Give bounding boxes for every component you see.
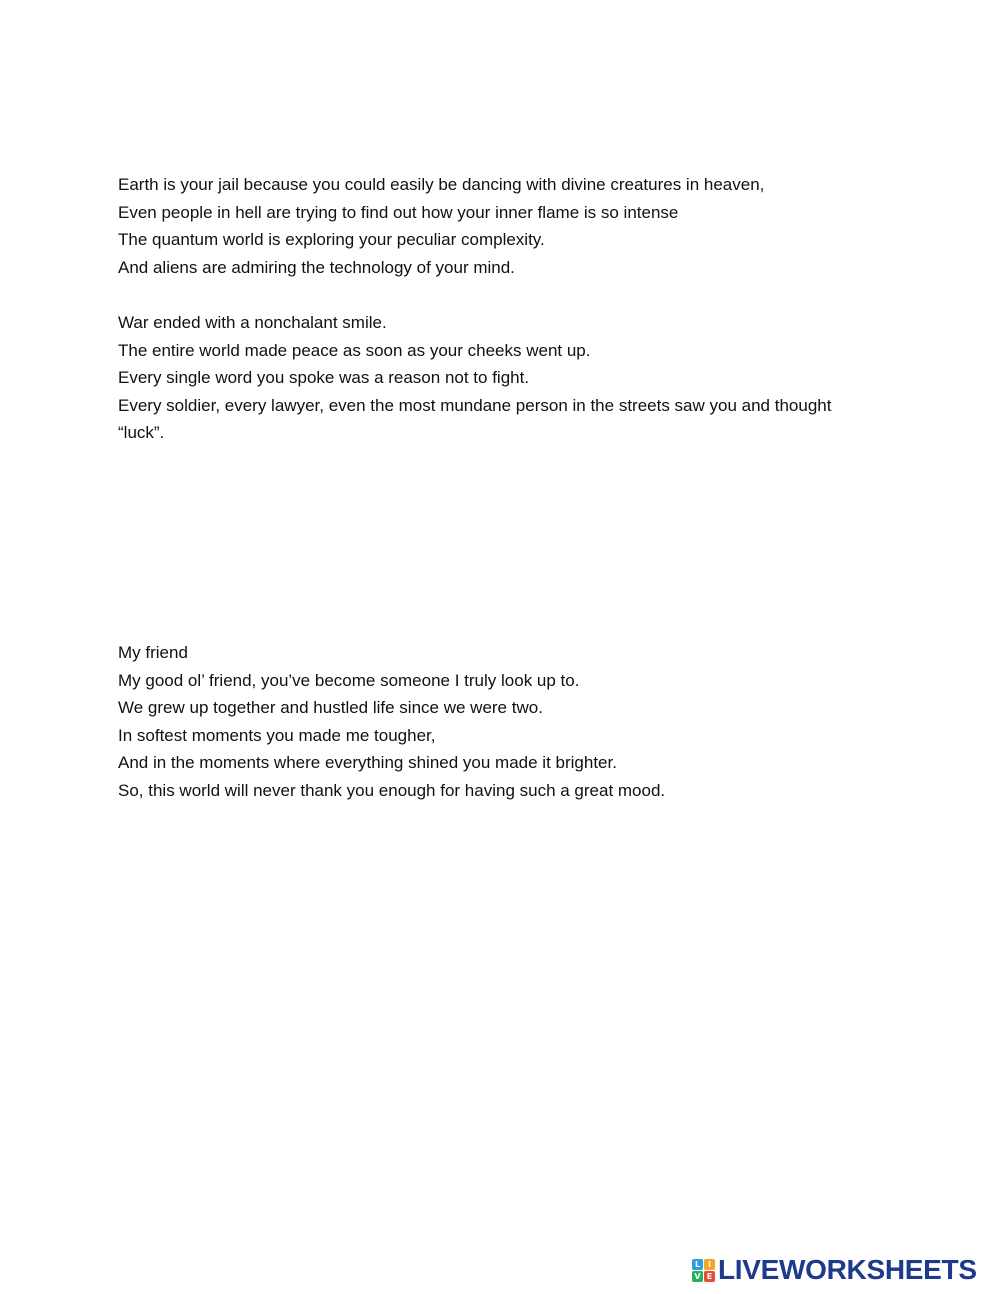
poem-line: War ended with a nonchalant smile. [118,313,387,332]
logo-cell: E [704,1271,715,1282]
poem-line: My good ol’ friend, you’ve become someone I truly look up to. [118,670,580,690]
poem-line: The entire world made peace as soon as your cheeks went up. [118,340,591,360]
logo-cell: I [704,1259,715,1270]
brand-name: LIVEWORKSHEETS [718,1254,977,1285]
liveworksheets-logo[interactable] [692,1255,977,1285]
poem-stanza-2 [118,309,878,447]
poem-line: We grew up together and hustled life since we were two. [118,698,543,718]
logo-cell: L [692,1259,703,1270]
poem-line: Every single word you spoke was a reason not to fight. [118,368,530,388]
poem-line: Even people in hell are trying to find out how your inner flame is so intense [118,202,679,222]
poem-line: My friend [118,643,188,662]
logo-cell: V [692,1271,703,1282]
poem-line: So, this world will never thank you enough for having such a great mood. [118,780,666,800]
poem-stanza-3 [118,639,878,805]
poem-line: The quantum world is exploring your peculiar complexity. [118,230,545,250]
poem-line: Earth is your jail because you could easily be dancing with divine creatures in heaven, [118,175,765,194]
poem-line: And in the moments where everything shined you made it brighter. [118,753,617,773]
poem-stanza-1 [118,171,878,281]
poem-line: And aliens are admiring the technology of your mind. [118,257,515,277]
poem-line: In softest moments you made me tougher, [118,725,436,745]
liveworksheets-logo-icon [692,1259,715,1282]
poem-line: Every soldier, every lawyer, even the most mundane person in the streets saw you and thought “luck”. [118,395,832,443]
